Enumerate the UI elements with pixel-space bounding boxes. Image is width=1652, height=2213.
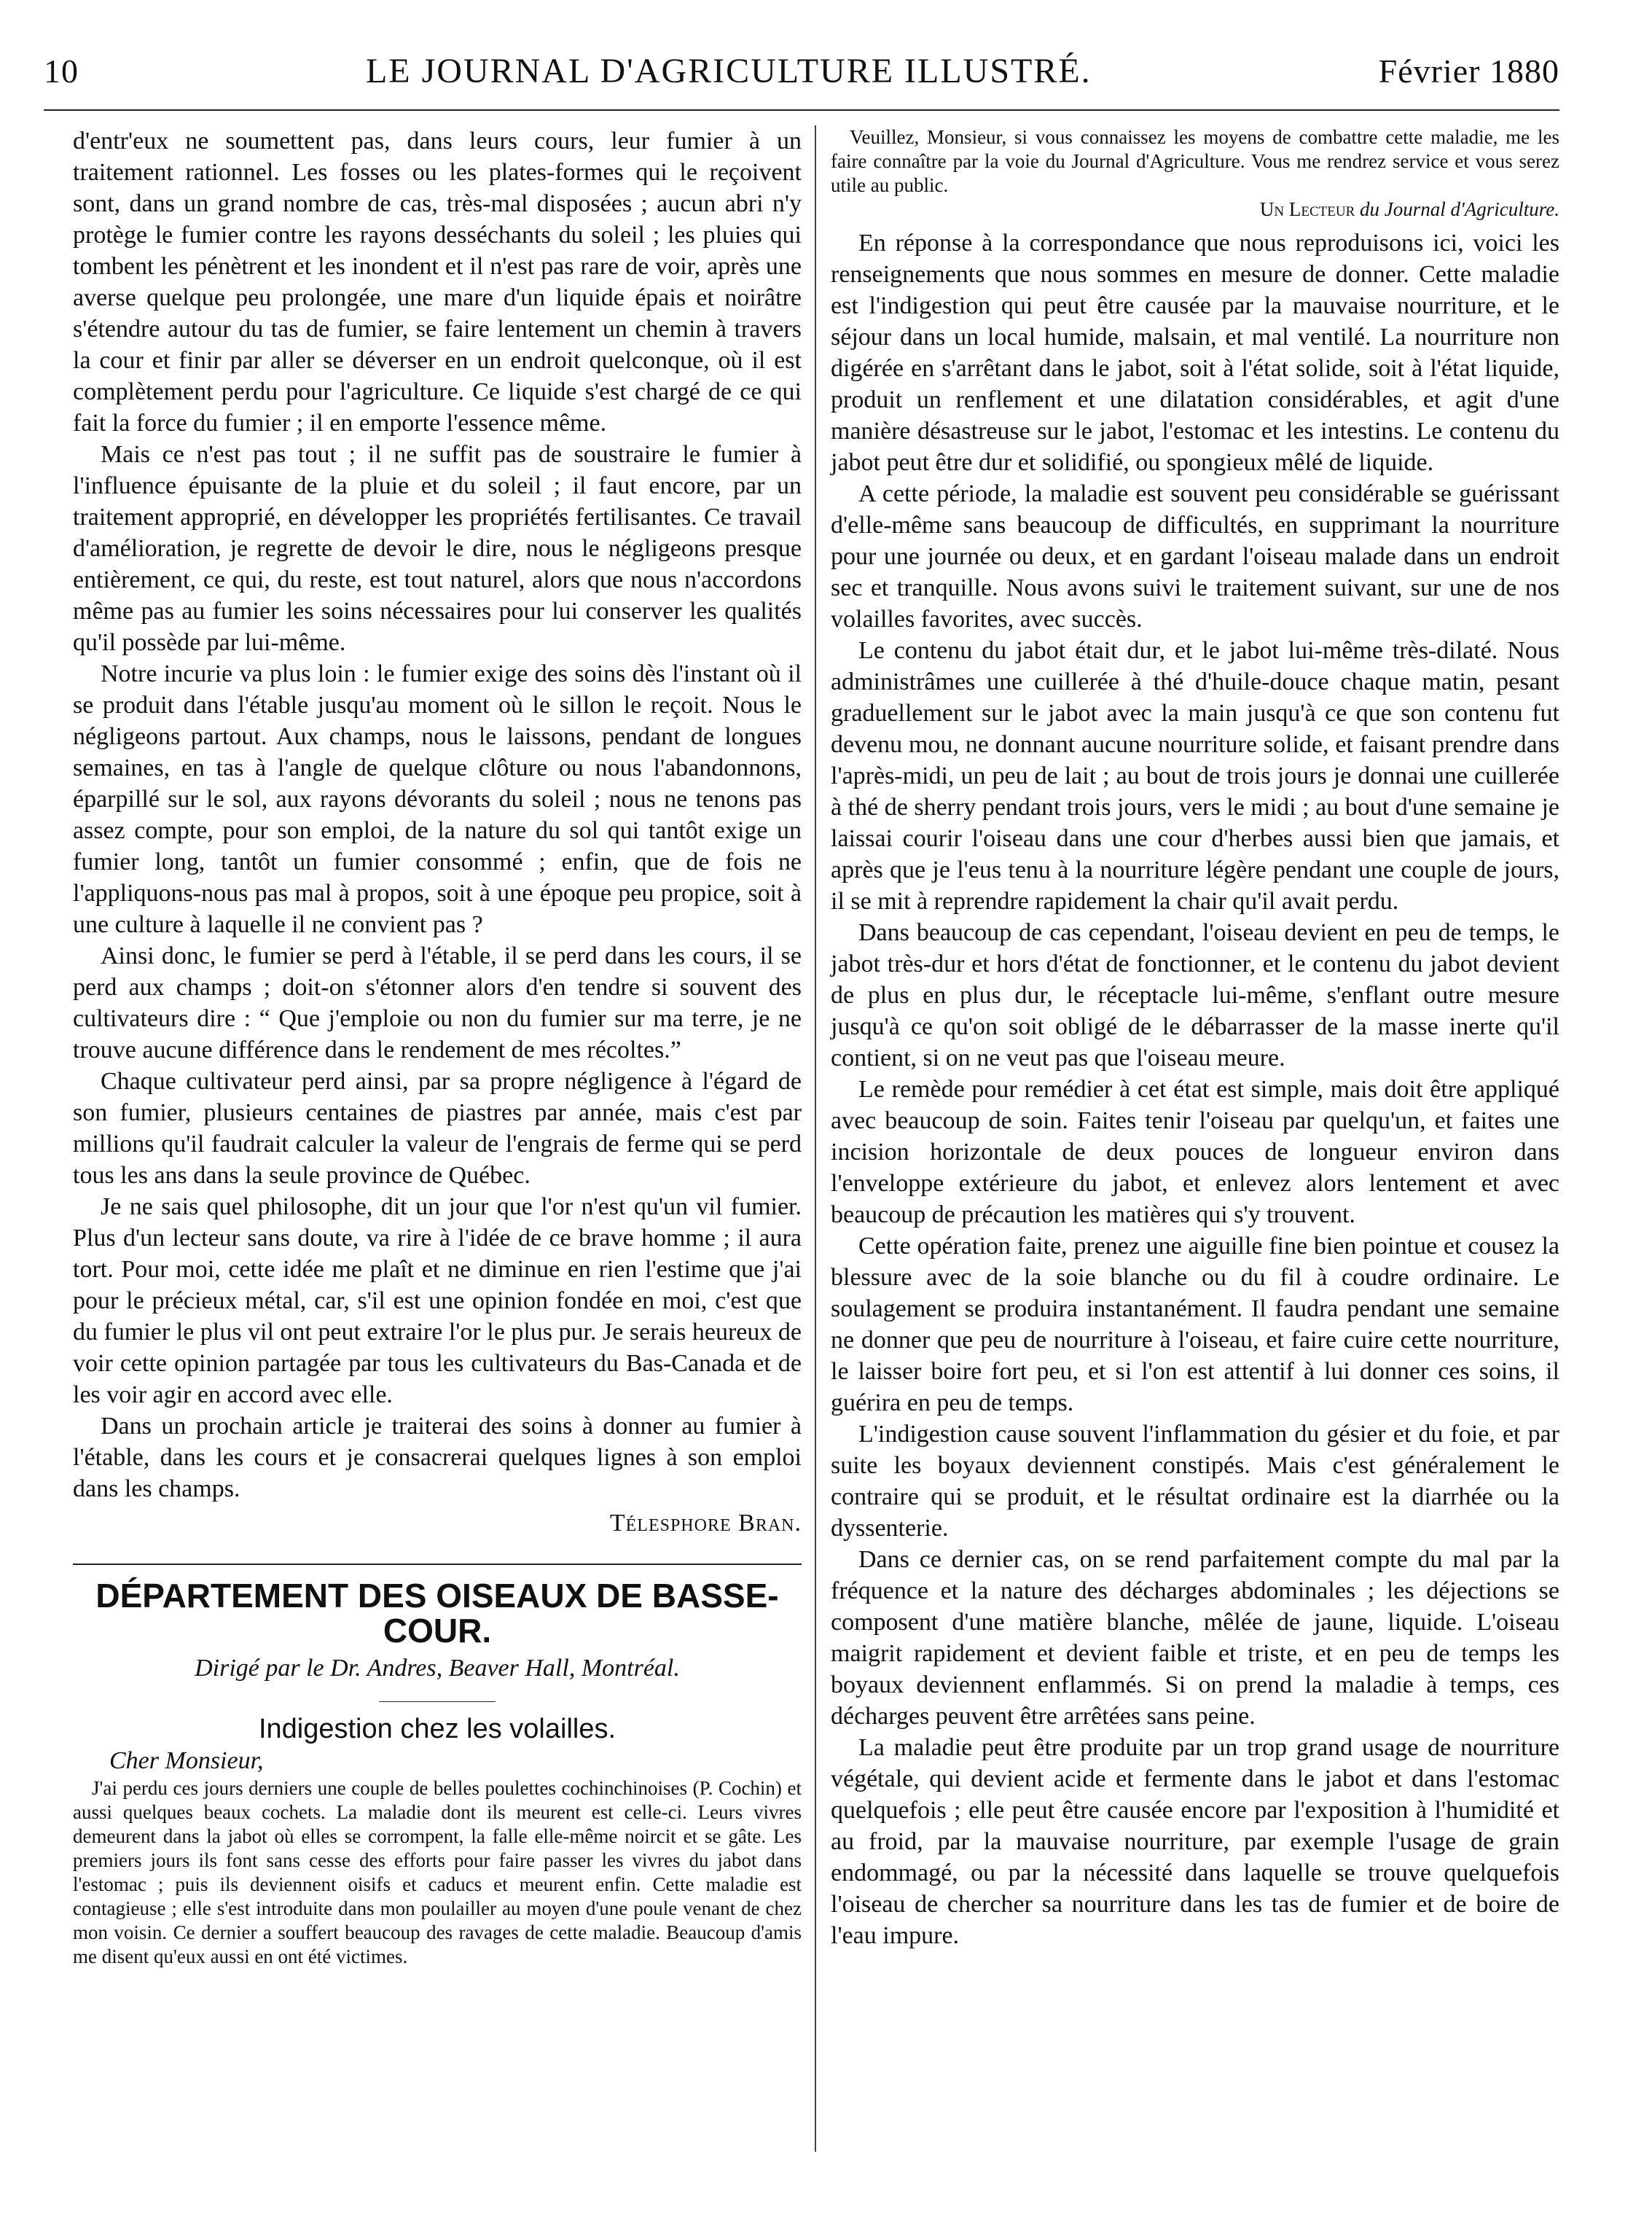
short-rule [379,1701,496,1702]
letter-signature-prefix: Un Lecteur [1259,198,1355,220]
left-paragraph: d'entr'eux ne soumettent pas, dans leurs cours, leur fumier à un traitement rationnel. Les fosses ou les plates-formes qui le reçoivent sont, dans un grand nombre de cas, très-mal disposées ; aucun abri n'y protège le fumier contre les rayons desséchants du soleil ; les pluies qui tombent les pénètrent et les inondent et il n'est pas rare de voir, après une averse quelque peu prolongée, une mare d'un liquide épais et noirâtre s'étendre autour du tas de fumier, se faire lentement un chemin à travers la cour et finir par aller se déverser en un endroit quelconque, où il est complètement perdu pour l'agriculture. Ce liquide s'est chargé de ce qui fait la force du fumier ; il en emporte l'essence même. [73,128,802,437]
right-paragraph: Le remède pour remédier à cet état est simple, mais doit être appliqué avec beaucoup de soin. Faites tenir l'oiseau par quelqu'un, et faites une incision horizontale de deux pouces de longueur environ dans l'enveloppe extérieure du jabot, et enlevez alors lentement et avec beaucoup de précaution les matières qui s'y trouvent. [831,1076,1559,1228]
left-column [73,125,802,1969]
letter-paragraph: J'ai perdu ces jours derniers une couple de belles poulettes cochinchinoises (P. Cochin) et aussi quelques beaux cochets. La maladie dont ils meurent est celle-ci. Leurs vivres demeurent dans la jabot où elles se corrompent, la falle elle-même noircit et se gâte. Les premiers jours ils font sans cesse des efforts pour faire passer les vivres du jabot dans l'estomac ; puis ils deviennent oisifs et caducs et meurent enfin. Cette maladie est contagieuse ; elle s'est introduite dans mon poulailler au moyen d'une poule venant de chez mon voisin. Ce dernier a souffert beaucoup des ravages de cette maladie. Beaucoup d'amis me disent qu'eux aussi en ont été victimes. [73,1777,802,1967]
reader-letter [73,1776,802,1969]
letter-paragraph: Veuillez, Monsieur, si vous connaissez les moyens de combattre cette maladie, me les faire connaître par la voie du Journal d'Agriculture. Vous me rendrez service et vous serez utile au public. [831,126,1559,196]
letter-salutation: Cher Monsieur, [109,1747,264,1774]
department-subtitle: Dirigé par le Dr. Andres, Beaver Hall, Montréal. [195,1655,680,1682]
right-paragraph: Dans ce dernier cas, on se rend parfaitement compte du mal par la fréquence et la nature des décharges abdominales ; les déjections se composent d'une matière blanche, mêlée de jaune, liquide. L'oiseau maigrit rapidement et devient faible et triste, et en peu de temps les boyaux deviennent enflammés. Si on prend la maladie à temps, ces décharges peuvent être arrêtées sans peine. [831,1546,1559,1730]
header-rule [44,109,1559,111]
letter-signature [831,198,1559,222]
page-number: 10 [44,52,79,90]
department-title: DÉPARTEMENT DES OISEAUX DE BASSE-COUR. [95,1577,779,1650]
left-paragraph: Notre incurie va plus loin : le fumier exige des soins dès l'instant où il se produit dans l'étable jusqu'au moment où le sillon le reçoit. Nous le négligeons partout. Aux champs, nous le laissons, pendant de longues semaines, en tas à l'angle de quelque clôture ou nous l'abandonnons, éparpillé sur le sol, aux rayons dévorants du soleil ; nous ne tenons pas assez compte, pour son emploi, de la nature du sol qui tantôt exige un fumier long, tantôt un fumier consommé ; enfin, que de fois ne l'appliquons-nous pas mal à propos, soit à une époque peu propice, soit à une culture à laquelle il ne convient pas ? [73,660,802,938]
right-paragraph: En réponse à la correspondance que nous reproduisons ici, voici les renseignements que nous sommes en mesure de donner. Cette maladie est l'indigestion qui peut être causée par la mauvaise nourriture, et le séjour dans un local humide, malsain, et mal ventilé. La nourriture non digérée en s'arrêtant dans le jabot, soit à l'état solide, soit à l'état liquide, produit un renflement et une dilatation considérables, et agit d'une manière désastreuse sur le jabot, l'estomac et les intestins. Le contenu du jabot peut être dur et solidifié, ou spongieux mêlé de liquide. [831,230,1559,476]
right-paragraph: Le contenu du jabot était dur, et le jabot lui-même très-dilaté. Nous administrâmes une cuillerée à thé d'huile-douce chaque matin, pesant graduellement sur le jabot avec la main jusqu'à ce que son contenu fut devenu mou, ne donnant aucune nourriture solide, et faisant prendre dans l'après-midi, un peu de lait ; au bout de trois jours je donnai une cuillerée à thé de sherry pendant trois jours, vers le midi ; au bout d'une semaine je laissai courir l'oiseau dans une cour d'herbes aussi bien que jamais, et après que je l'eus tenu à la nourriture légère pendant une couple de jours, il se mit à reprendre rapidement la chair qu'il avait perdu. [831,637,1559,915]
left-paragraph: Ainsi donc, le fumier se perd à l'étable, il se perd dans les cours, il se perd aux champs ; doit-on s'étonner alors d'en tendre si souvent des cultivateurs dire : “ Que j'emploie ou non du fumier sur ma terre, je ne trouve aucune différence dans le rendement de mes récoltes.” [73,942,802,1063]
right-paragraph: Dans beaucoup de cas cependant, l'oiseau devient en peu de temps, le jabot très-dur et hors d'état de fonctionner, et le contenu du jabot devient de plus en plus dur, le réceptacle lui-même, s'enflant outre mesure jusqu'à ce qu'on soit obligé de le débarrasser de la masse inerte qu'il contient, si on ne veut pas que l'oiseau meure. [831,919,1559,1072]
right-paragraph: La maladie peut être produite par un trop grand usage de nourriture végétale, qui devient acide et fermente dans le jabot et dans l'estomac quelquefois ; elle peut être causée encore par l'exposition à l'humidité et au froid, par la mauvaise nourriture, par exemple l'usage de grain endommagé, ou par la nécessité dans laquelle se trouve quelquefois l'oiseau de chercher sa nourriture dans les tas de fumier et de boire de l'eau impure. [831,1734,1559,1949]
right-column [831,125,1559,1951]
page-header [44,45,1559,96]
left-paragraph: Dans un prochain article je traiterai des soins à donner au fumier à l'étable, dans les cours et je consacrerai quelques lignes à son emploi dans les champs. [73,1413,802,1502]
column-divider [815,125,816,2152]
journal-title: LE JOURNAL D'AGRICULTURE ILLUSTRÉ. [365,51,1092,90]
reader-letter-continued [831,125,1559,222]
letter-signature-suffix: du Journal d'Agriculture. [1360,198,1559,220]
author-signature: Télesphore Bran. [609,1510,802,1537]
right-paragraph: L'indigestion cause souvent l'inflammation du gésier et du foie, et par suite les boyaux deviennent constipés. Mais c'est généralement le contraire qui se produit, et le résultat ordinaire est la diarrhée ou la dyssenterie. [831,1421,1559,1542]
issue-date: Février 1880 [1378,52,1559,90]
section-rule [73,1564,802,1565]
right-paragraph: A cette période, la maladie est souvent peu considérable se guérissant d'elle-même sans beaucoup de difficultés, en supprimant la nourriture pour une journée ou deux, et en gardant l'oiseau malade dans un endroit sec et tranquille. Nous avons suivi le traitement suivant, sur une de nos volailles favorites, avec succès. [831,480,1559,633]
left-paragraph: Mais ce n'est pas tout ; il ne suffit pas de soustraire le fumier à l'influence épuisante de la pluie et du soleil ; il faut encore, par un traitement approprié, en développer les propriétés fertilisantes. Ce travail d'amélioration, je regrette de devoir le dire, nous le négligeons presque entièrement, ce qui, du reste, est tout naturel, alors que nous n'accordons même pas au fumier les soins nécessaires pour lui conserver les qualités qu'il possède par lui-même. [73,441,802,656]
left-paragraph: Chaque cultivateur perd ainsi, par sa propre négligence à l'égard de son fumier, plusieurs centaines de piastres par année, mais c'est par millions qu'il faudrait calculer la valeur de l'engrais de ferme qui se perd tous les ans dans la seule province de Québec. [73,1068,802,1189]
right-paragraph: Cette opération faite, prenez une aiguille fine bien pointue et cousez la blessure avec de la soie blanche ou du fil à coudre ordinaire. Le soulagement se produira instantanément. Il faudra pendant une semaine ne donner que peu de nourriture à l'oiseau, et faire cuire cette nourriture, le laisser boire fort peu, et si l'on est attentif à lui donner ces soins, il guérira en peu de temps. [831,1233,1559,1416]
left-paragraph: Je ne sais quel philosophe, dit un jour que l'or n'est qu'un vil fumier. Plus d'un lecteur sans doute, va rire à l'idée de ce brave homme ; il aura tort. Pour moi, cette idée me plaît et ne diminue en rien l'estime que j'ai pour le précieux métal, car, s'il est une opinion fondée en moi, c'est que du fumier le plus vil ont peut extraire l'or le plus pur. Je serais heureux de voir cette opinion partagée par tous les cultivateurs du Bas-Canada et de les voir agir en accord avec elle. [73,1193,802,1408]
article-title: Indigestion chez les volailles. [258,1714,616,1744]
